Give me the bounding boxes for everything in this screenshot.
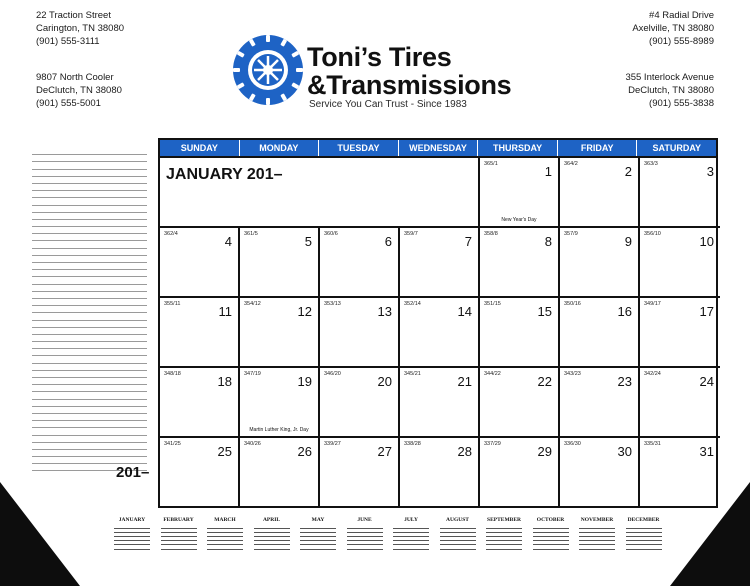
day-number: 31 [699, 444, 714, 459]
mini-month-row [626, 542, 662, 546]
day-number: 12 [297, 304, 312, 319]
mini-month-grid [624, 525, 664, 550]
mini-month-row [486, 533, 522, 537]
note-line [32, 313, 147, 320]
day-cell-14[interactable] [400, 298, 480, 368]
note-line [32, 213, 147, 220]
mini-month-grid [345, 525, 385, 550]
location-phone: (901) 555-5001 [36, 98, 101, 109]
mini-month-row [440, 538, 476, 542]
mini-month-row [579, 538, 615, 542]
note-line [32, 249, 147, 256]
day-cell-12[interactable] [240, 298, 320, 368]
day-cell-3[interactable] [640, 158, 720, 228]
mini-month-row [393, 538, 429, 542]
day-number: 10 [699, 234, 714, 249]
mini-month-title: MARCH [214, 517, 236, 523]
mini-month-row [300, 546, 336, 550]
day-cell-8[interactable] [480, 228, 560, 298]
mini-month-row [347, 525, 383, 529]
location-phone: (901) 555-3838 [649, 98, 714, 109]
mini-month-grid [112, 525, 152, 550]
mini-month-row [579, 542, 615, 546]
day-number: 26 [297, 444, 312, 459]
julian-date: 339/27 [324, 441, 341, 447]
day-cell-4[interactable] [160, 228, 240, 298]
weekday-saturday: SATURDAY [652, 143, 702, 153]
note-line [32, 227, 147, 234]
mini-month-row [347, 529, 383, 533]
mini-month-row [300, 533, 336, 537]
location-street: 355 Interlock Avenue [625, 72, 714, 83]
day-number: 7 [464, 234, 472, 249]
note-line [32, 220, 147, 227]
note-line [32, 407, 147, 414]
day-cell-26[interactable] [240, 438, 320, 508]
weekday-tuesday: TUESDAY [319, 140, 399, 156]
mini-month-title: MAY [311, 517, 325, 523]
note-line [32, 392, 147, 399]
mini-month-grid [438, 525, 478, 550]
day-number: 2 [624, 164, 632, 179]
day-number: 8 [544, 234, 552, 249]
note-line [32, 148, 147, 155]
mini-month-grid [391, 525, 431, 550]
mini-month-row [440, 525, 476, 529]
location-street: #4 Radial Drive [649, 10, 714, 21]
day-cell-20[interactable] [320, 368, 400, 438]
note-line [32, 263, 147, 270]
mini-month-row [393, 529, 429, 533]
mini-month-row [347, 533, 383, 537]
day-cell-17[interactable] [640, 298, 720, 368]
day-number: 3 [706, 164, 714, 179]
mini-month-row [347, 538, 383, 542]
day-number: 27 [377, 444, 392, 459]
mini-month-row [207, 542, 243, 546]
year-label: 201– [116, 464, 150, 481]
note-line [32, 450, 147, 457]
day-number: 5 [304, 234, 312, 249]
mini-month-row [579, 529, 615, 533]
mini-month-grid [531, 525, 571, 550]
mini-month-row [393, 546, 429, 550]
mini-month-row [533, 546, 569, 550]
julian-date: 344/22 [484, 371, 501, 377]
holiday-label: New Year's Day [501, 217, 537, 223]
location-carington [36, 9, 124, 48]
mini-month-row [533, 538, 569, 542]
tire-icon [232, 34, 304, 106]
julian-date: 357/9 [564, 231, 578, 237]
location-street: 22 Traction Street [36, 10, 111, 21]
note-line [32, 356, 147, 363]
month-title: JANUARY 201– [166, 166, 283, 183]
note-line [32, 400, 147, 407]
mini-month-row [579, 525, 615, 529]
mini-month-grid [205, 525, 245, 550]
julian-date: 365/1 [484, 161, 498, 167]
mini-month-row [533, 525, 569, 529]
day-cell-31[interactable] [640, 438, 720, 508]
day-cell-23[interactable] [560, 368, 640, 438]
location-street: 9807 North Cooler [36, 72, 114, 83]
julian-date: 337/29 [484, 441, 501, 447]
day-number: 14 [457, 304, 472, 319]
mini-month-row [486, 538, 522, 542]
mini-month-february [159, 517, 199, 550]
day-cell-2[interactable] [560, 158, 640, 228]
day-cell-15[interactable] [480, 298, 560, 368]
day-number: 30 [617, 444, 632, 459]
notes-area[interactable] [32, 148, 147, 471]
weekday-wednesday: WEDNESDAY [399, 140, 479, 156]
mini-month-row [254, 525, 290, 529]
mini-month-row [533, 533, 569, 537]
day-cell-10[interactable] [640, 228, 720, 298]
day-cell-1[interactable] [480, 158, 560, 228]
julian-date: 351/15 [484, 301, 501, 307]
note-line [32, 364, 147, 371]
julian-date: 362/4 [164, 231, 178, 237]
day-number: 11 [218, 304, 232, 319]
day-cell-25[interactable] [160, 438, 240, 508]
day-number: 1 [544, 164, 552, 179]
weekday-monday: MONDAY [240, 140, 320, 156]
note-line [32, 335, 147, 342]
mini-month-row [347, 542, 383, 546]
julian-date: 363/3 [644, 161, 658, 167]
mini-month-row [254, 546, 290, 550]
brand-name-line1: Toni’s Tires [307, 42, 452, 72]
note-line [32, 177, 147, 184]
day-cell-6[interactable] [320, 228, 400, 298]
mini-month-march [205, 517, 245, 550]
day-number: 15 [537, 304, 552, 319]
mini-month-row [393, 533, 429, 537]
julian-date: 335/31 [644, 441, 661, 447]
julian-date: 345/21 [404, 371, 421, 377]
note-line [32, 328, 147, 335]
day-number: 24 [699, 374, 714, 389]
day-number: 22 [537, 374, 552, 389]
mini-month-row [254, 542, 290, 546]
weekday-friday: FRIDAY [558, 140, 638, 156]
mini-month-row [207, 546, 243, 550]
mini-month-row [393, 542, 429, 546]
day-number: 17 [699, 304, 714, 319]
day-cell-16[interactable] [560, 298, 640, 368]
location-phone: (901) 555-8989 [649, 36, 714, 47]
note-line [32, 191, 147, 198]
note-line [32, 170, 147, 177]
mini-month-title: AUGUST [446, 517, 469, 523]
location-city: Carington, TN 38080 [36, 23, 125, 34]
mini-month-row [254, 533, 290, 537]
day-cell-29[interactable] [480, 438, 560, 508]
day-cell-9[interactable] [560, 228, 640, 298]
mini-month-row [626, 533, 662, 537]
day-cell-13[interactable] [320, 298, 400, 368]
mini-month-row [161, 525, 197, 529]
mini-month-row [114, 525, 150, 529]
mini-month-row [533, 529, 569, 533]
day-number: 23 [617, 374, 632, 389]
mini-month-row [161, 529, 197, 533]
note-line [32, 270, 147, 277]
note-line [32, 385, 147, 392]
mini-month-row [161, 538, 197, 542]
note-line [32, 378, 147, 385]
day-cell-21[interactable] [400, 368, 480, 438]
julian-date: 341/25 [164, 441, 181, 447]
day-number: 19 [297, 374, 312, 389]
day-cell-30[interactable] [560, 438, 640, 508]
mini-month-august [438, 517, 478, 550]
mini-month-row [486, 546, 522, 550]
note-line [32, 421, 147, 428]
mini-month-title: OCTOBER [536, 517, 565, 523]
mini-month-row [486, 525, 522, 529]
mini-month-row [440, 546, 476, 550]
mini-month-october [531, 517, 571, 550]
mini-month-row [207, 538, 243, 542]
julian-date: 338/28 [404, 441, 421, 447]
mini-month-november [577, 517, 617, 550]
note-line [32, 428, 147, 435]
mini-month-row [579, 533, 615, 537]
note-line [32, 436, 147, 443]
day-number: 6 [384, 234, 392, 249]
year-mini-calendars [112, 517, 672, 557]
julian-date: 350/16 [564, 301, 581, 307]
day-number: 9 [624, 234, 632, 249]
julian-date: 348/18 [164, 371, 181, 377]
mini-month-row [114, 533, 150, 537]
mini-month-row [300, 542, 336, 546]
weekday-thursday: THURSDAY [478, 140, 558, 156]
day-cell-7[interactable] [400, 228, 480, 298]
day-number: 25 [217, 444, 232, 459]
mini-month-row [440, 533, 476, 537]
julian-date: 340/26 [244, 441, 261, 447]
day-number: 20 [377, 374, 392, 389]
mini-month-row [207, 533, 243, 537]
day-number: 21 [457, 374, 472, 389]
holiday-label: Martin Luther King, Jr. Day [249, 427, 309, 433]
day-cell-24[interactable] [640, 368, 720, 438]
day-number: 28 [457, 444, 472, 459]
mini-month-row [114, 546, 150, 550]
note-line [32, 321, 147, 328]
mini-month-row [254, 538, 290, 542]
mini-month-row [207, 529, 243, 533]
day-number: 16 [617, 304, 632, 319]
location-declutch-north [36, 71, 122, 110]
day-number: 18 [217, 374, 232, 389]
mini-month-row [254, 529, 290, 533]
day-cell-27[interactable] [320, 438, 400, 508]
note-line [32, 256, 147, 263]
julian-date: 360/6 [324, 231, 338, 237]
julian-date: 354/12 [244, 301, 261, 307]
mini-month-december [624, 517, 664, 550]
mini-month-row [347, 546, 383, 550]
mini-month-row [486, 529, 522, 533]
julian-date: 356/10 [644, 231, 661, 237]
day-cell-5[interactable] [240, 228, 320, 298]
julian-date: 355/11 [164, 301, 181, 307]
weekday-sunday: SUNDAY [160, 140, 240, 156]
note-line [32, 306, 147, 313]
day-cell-28[interactable] [400, 438, 480, 508]
note-line [32, 234, 147, 241]
note-line [32, 155, 147, 162]
julian-date: 358/8 [484, 231, 498, 237]
mini-month-title: JULY [404, 517, 418, 523]
mini-month-title: NOVEMBER [580, 517, 614, 523]
location-city: DeClutch, TN 38080 [36, 85, 122, 96]
mini-month-row [440, 529, 476, 533]
mini-month-row [393, 525, 429, 529]
note-line [32, 241, 147, 248]
bottom-left-corner [0, 482, 80, 586]
mini-month-row [114, 542, 150, 546]
note-line [32, 292, 147, 299]
mini-month-row [626, 546, 662, 550]
julian-date: 364/2 [564, 161, 578, 167]
tagline: Service You Can Trust - Since 1983 [309, 99, 467, 110]
day-number: 13 [377, 304, 392, 319]
location-city: Axelville, TN 38080 [632, 23, 714, 34]
mini-month-title: FEBRUARY [163, 517, 194, 523]
mini-month-may [298, 517, 338, 550]
mini-month-grid [298, 525, 338, 550]
note-line [32, 184, 147, 191]
julian-date: 343/23 [564, 371, 581, 377]
julian-date: 361/5 [244, 231, 258, 237]
mini-month-grid [252, 525, 292, 550]
julian-date: 353/13 [324, 301, 341, 307]
calendar-grid [160, 158, 716, 508]
mini-month-title: JANUARY [118, 517, 146, 523]
mini-month-title: JUNE [357, 517, 372, 523]
note-line [32, 277, 147, 284]
mini-month-row [300, 525, 336, 529]
location-city: DeClutch, TN 38080 [628, 85, 714, 96]
mini-month-row [626, 529, 662, 533]
mini-month-row [579, 546, 615, 550]
mini-month-title: SEPTEMBER [487, 517, 521, 523]
julian-date: 352/14 [404, 301, 421, 307]
note-line [32, 299, 147, 306]
julian-date: 359/7 [404, 231, 418, 237]
mini-month-july [391, 517, 431, 550]
mini-month-grid [159, 525, 199, 550]
note-line [32, 285, 147, 292]
mini-month-row [626, 538, 662, 542]
mini-month-january [112, 517, 152, 550]
note-line [32, 198, 147, 205]
note-line [32, 443, 147, 450]
mini-month-row [161, 533, 197, 537]
location-declutch-interlock [625, 71, 714, 110]
note-line [32, 162, 147, 169]
julian-date: 336/30 [564, 441, 581, 447]
mini-month-april [252, 517, 292, 550]
mini-month-row [533, 542, 569, 546]
day-cell-22[interactable] [480, 368, 560, 438]
month-title-cell [160, 158, 480, 228]
julian-date: 349/17 [644, 301, 661, 307]
day-cell-11[interactable] [160, 298, 240, 368]
mini-month-row [486, 542, 522, 546]
mini-month-grid [577, 525, 617, 550]
mini-month-grid [484, 525, 524, 550]
weekday-header [160, 140, 716, 158]
mini-month-row [114, 538, 150, 542]
note-line [32, 349, 147, 356]
mini-month-row [161, 542, 197, 546]
day-cell-19[interactable] [240, 368, 320, 438]
brand-name-line2: &Transmissions [307, 70, 512, 100]
day-number: 29 [537, 444, 552, 459]
note-line [32, 414, 147, 421]
julian-date: 347/19 [244, 371, 261, 377]
mini-month-title: DECEMBER [627, 517, 660, 523]
julian-date: 346/20 [324, 371, 341, 377]
mini-month-row [626, 525, 662, 529]
mini-month-june [345, 517, 385, 550]
note-line [32, 206, 147, 213]
mini-month-title: APRIL [262, 517, 281, 523]
mini-month-row [207, 525, 243, 529]
mini-month-row [161, 546, 197, 550]
mini-month-row [300, 529, 336, 533]
day-cell-18[interactable] [160, 368, 240, 438]
location-phone: (901) 555-3111 [36, 36, 100, 47]
day-number: 4 [224, 234, 232, 249]
mini-month-row [440, 542, 476, 546]
note-line [32, 342, 147, 349]
mini-month-september [484, 517, 524, 550]
mini-month-row [300, 538, 336, 542]
mini-month-row [114, 529, 150, 533]
note-line [32, 371, 147, 378]
month-calendar [158, 138, 718, 508]
location-axelville [632, 9, 714, 48]
julian-date: 342/24 [644, 371, 661, 377]
